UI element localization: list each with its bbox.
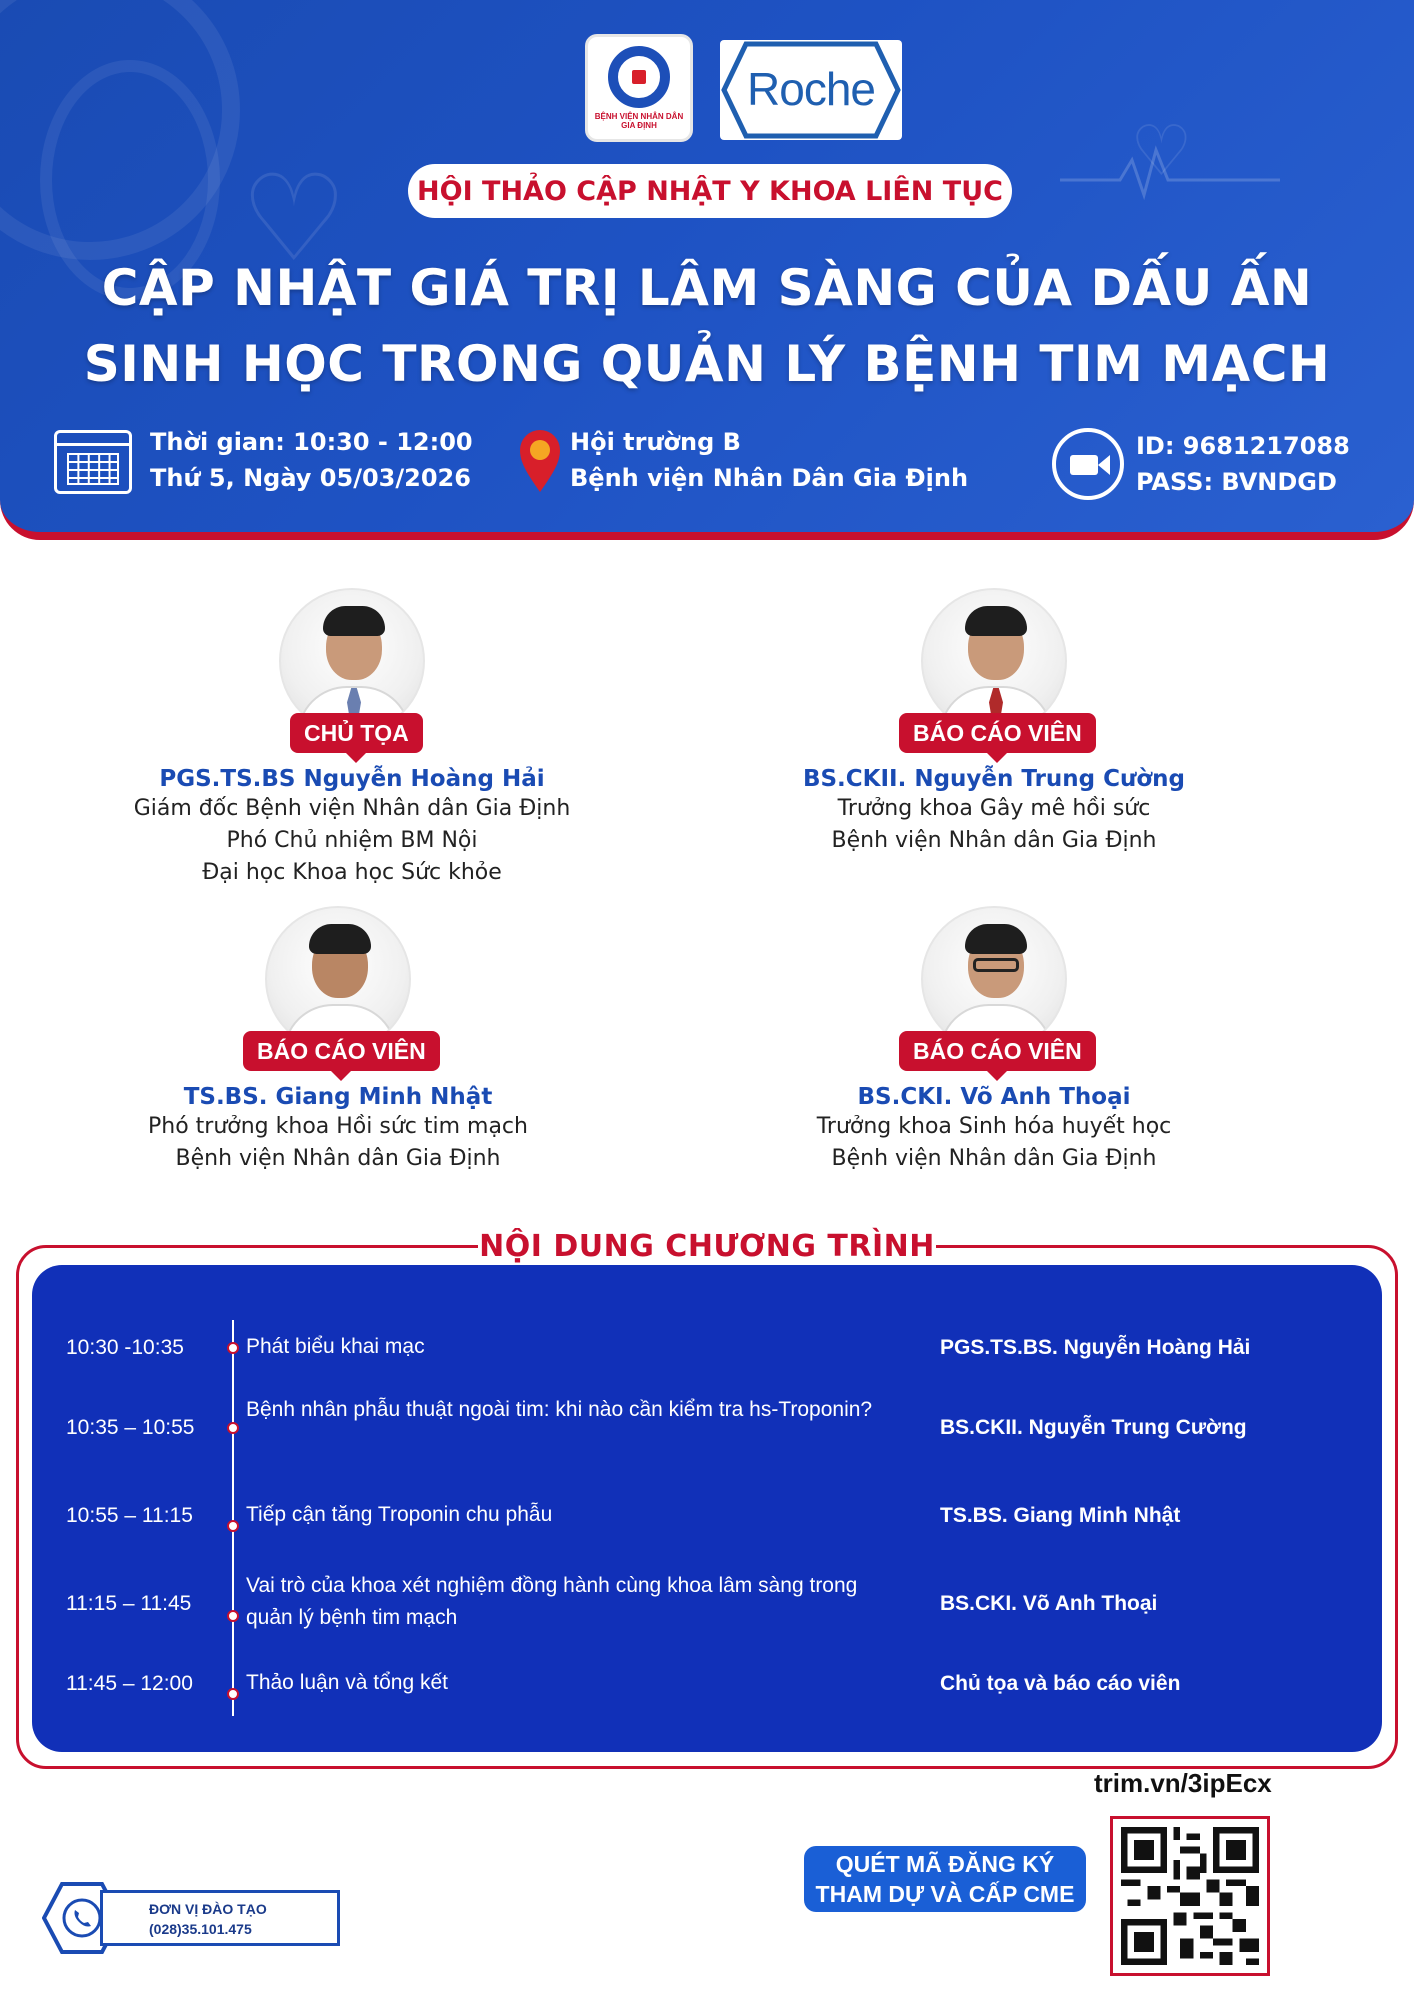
timeline-line xyxy=(232,1320,234,1716)
role-badge: CHỦ TỌA xyxy=(290,713,423,753)
heartbeat-decor-icon xyxy=(1060,140,1280,200)
speaker-name: TS.BS. Giang Minh Nhật xyxy=(183,1084,493,1110)
role-badge: BÁO CÁO VIÊN xyxy=(899,1031,1096,1071)
glasses-icon xyxy=(973,958,1019,972)
agenda-time: 10:30 -10:35 xyxy=(66,1336,184,1359)
agenda-time: 11:45 – 12:00 xyxy=(66,1672,193,1695)
agenda-speaker: PGS.TS.BS. Nguyễn Hoàng Hải xyxy=(940,1336,1251,1359)
speaker-card xyxy=(714,588,1274,868)
decor-heart-icon: ♡ xyxy=(1130,110,1193,192)
timeline-dot xyxy=(227,1342,239,1354)
event-time xyxy=(150,424,473,496)
speaker-title-line: Bệnh viện Nhân dân Gia Định xyxy=(831,828,1157,853)
page-title xyxy=(40,250,1374,402)
speaker-card xyxy=(58,906,618,1186)
roche-logo xyxy=(720,40,902,140)
event-venue xyxy=(570,424,968,496)
decor-heart-icon: ♡ xyxy=(240,150,348,289)
agenda-speaker: BS.CKI. Võ Anh Thoại xyxy=(940,1592,1158,1615)
role-badge: BÁO CÁO VIÊN xyxy=(899,713,1096,753)
timeline-dot xyxy=(227,1422,239,1434)
agenda-time: 10:35 – 10:55 xyxy=(66,1416,195,1439)
speaker-name: PGS.TS.BS Nguyễn Hoàng Hải xyxy=(159,766,545,792)
speaker-title-line: Phó trưởng khoa Hồi sức tim mạch xyxy=(148,1114,528,1139)
title-line-1: CẬP NHẬT GIÁ TRỊ LÂM SÀNG CỦA DẤU ẤN xyxy=(101,259,1313,317)
speaker-title-line: Trưởng khoa Sinh hóa huyết học xyxy=(816,1114,1172,1139)
agenda-topic: Bệnh nhân phẫu thuật ngoài tim: khi nào cần kiểm tra hs-Troponin? xyxy=(246,1398,873,1421)
video-call-icon xyxy=(1052,428,1124,500)
speaker-title-line: Bệnh viện Nhân dân Gia Định xyxy=(831,1146,1157,1171)
event-type-tag: HỘI THẢO CẬP NHẬT Y KHOA LIÊN TỤC xyxy=(408,164,1012,218)
venue-hospital: Bệnh viện Nhân Dân Gia Định xyxy=(570,464,969,492)
cta-line-2: THAM DỰ VÀ CẤP CME xyxy=(815,1881,1075,1907)
timeline-dot xyxy=(227,1688,239,1700)
agenda-speaker: BS.CKII. Nguyễn Trung Cường xyxy=(940,1416,1247,1439)
training-unit-label: ĐƠN VỊ ĐÀO TẠO xyxy=(149,1901,267,1917)
speaker-name: BS.CKII. Nguyễn Trung Cường xyxy=(802,766,1186,792)
agenda-topic: Tiếp cận tăng Troponin chu phẫu xyxy=(246,1503,553,1526)
title-line-2: SINH HỌC TRONG QUẢN LÝ BỆNH TIM MẠCH xyxy=(83,335,1331,393)
location-pin-icon xyxy=(516,428,564,494)
cta-line-1: QUÉT MÃ ĐĂNG KÝ xyxy=(835,1851,1055,1877)
venue-hall: Hội trường B xyxy=(570,428,741,456)
event-time-line: Thời gian: 10:30 - 12:00 xyxy=(150,428,473,456)
roche-logo-word: Roche xyxy=(747,63,875,115)
agenda-time: 11:15 – 11:45 xyxy=(66,1592,192,1615)
registration-short-link[interactable]: trim.vn/3ipEcx xyxy=(1094,1768,1272,1798)
agenda-speaker: TS.BS. Giang Minh Nhật xyxy=(940,1504,1181,1527)
speaker-card xyxy=(714,906,1274,1186)
agenda-topic: Thảo luận và tổng kết xyxy=(246,1671,448,1694)
speaker-card-chair xyxy=(72,588,632,898)
speaker-title-line: Bệnh viện Nhân dân Gia Định xyxy=(175,1146,501,1171)
speaker-title-line: Đại học Khoa học Sức khỏe xyxy=(202,860,502,885)
hospital-logo-text: BỆNH VIỆN NHÂN DÂN GIA ĐỊNH xyxy=(594,112,684,130)
calendar-icon xyxy=(54,430,132,494)
program-title: NỘI DUNG CHƯƠNG TRÌNH xyxy=(479,1228,935,1264)
hospital-logo-mark-icon xyxy=(608,46,670,108)
meeting-pass[interactable]: PASS: BVNDGD xyxy=(1136,468,1337,496)
agenda-speaker: Chủ tọa và báo cáo viên xyxy=(940,1672,1181,1695)
meeting-id[interactable]: ID: 9681217088 xyxy=(1136,432,1350,460)
training-unit-box xyxy=(100,1890,340,1946)
speaker-title-line: Phó Chủ nhiệm BM Nội xyxy=(226,828,478,853)
agenda-topic: Phát biểu khai mạc xyxy=(246,1335,425,1358)
agenda-time: 10:55 – 11:15 xyxy=(66,1504,193,1527)
program-heading xyxy=(478,1225,936,1267)
role-badge: BÁO CÁO VIÊN xyxy=(243,1031,440,1071)
agenda-topic: Vai trò của khoa xét nghiệm đồng hành cùng khoa lâm sàng trong quản lý bệnh tim mạch xyxy=(246,1574,858,1629)
training-unit-phone[interactable]: (028)35.101.475 xyxy=(149,1921,252,1937)
qr-code-icon xyxy=(1121,1827,1259,1965)
speaker-title-line: Trưởng khoa Gây mê hồi sức xyxy=(837,796,1151,821)
speaker-name: BS.CKI. Võ Anh Thoại xyxy=(857,1084,1131,1110)
speaker-title-line: Giám đốc Bệnh viện Nhân dân Gia Định xyxy=(133,796,571,821)
timeline-dot xyxy=(227,1520,239,1532)
register-cta-badge xyxy=(804,1846,1086,1912)
hospital-logo xyxy=(585,34,693,142)
registration-qr-code[interactable] xyxy=(1110,1816,1270,1976)
event-date-line: Thứ 5, Ngày 05/03/2026 xyxy=(150,464,471,492)
timeline-dot xyxy=(227,1610,239,1622)
meeting-credentials xyxy=(1136,428,1350,500)
